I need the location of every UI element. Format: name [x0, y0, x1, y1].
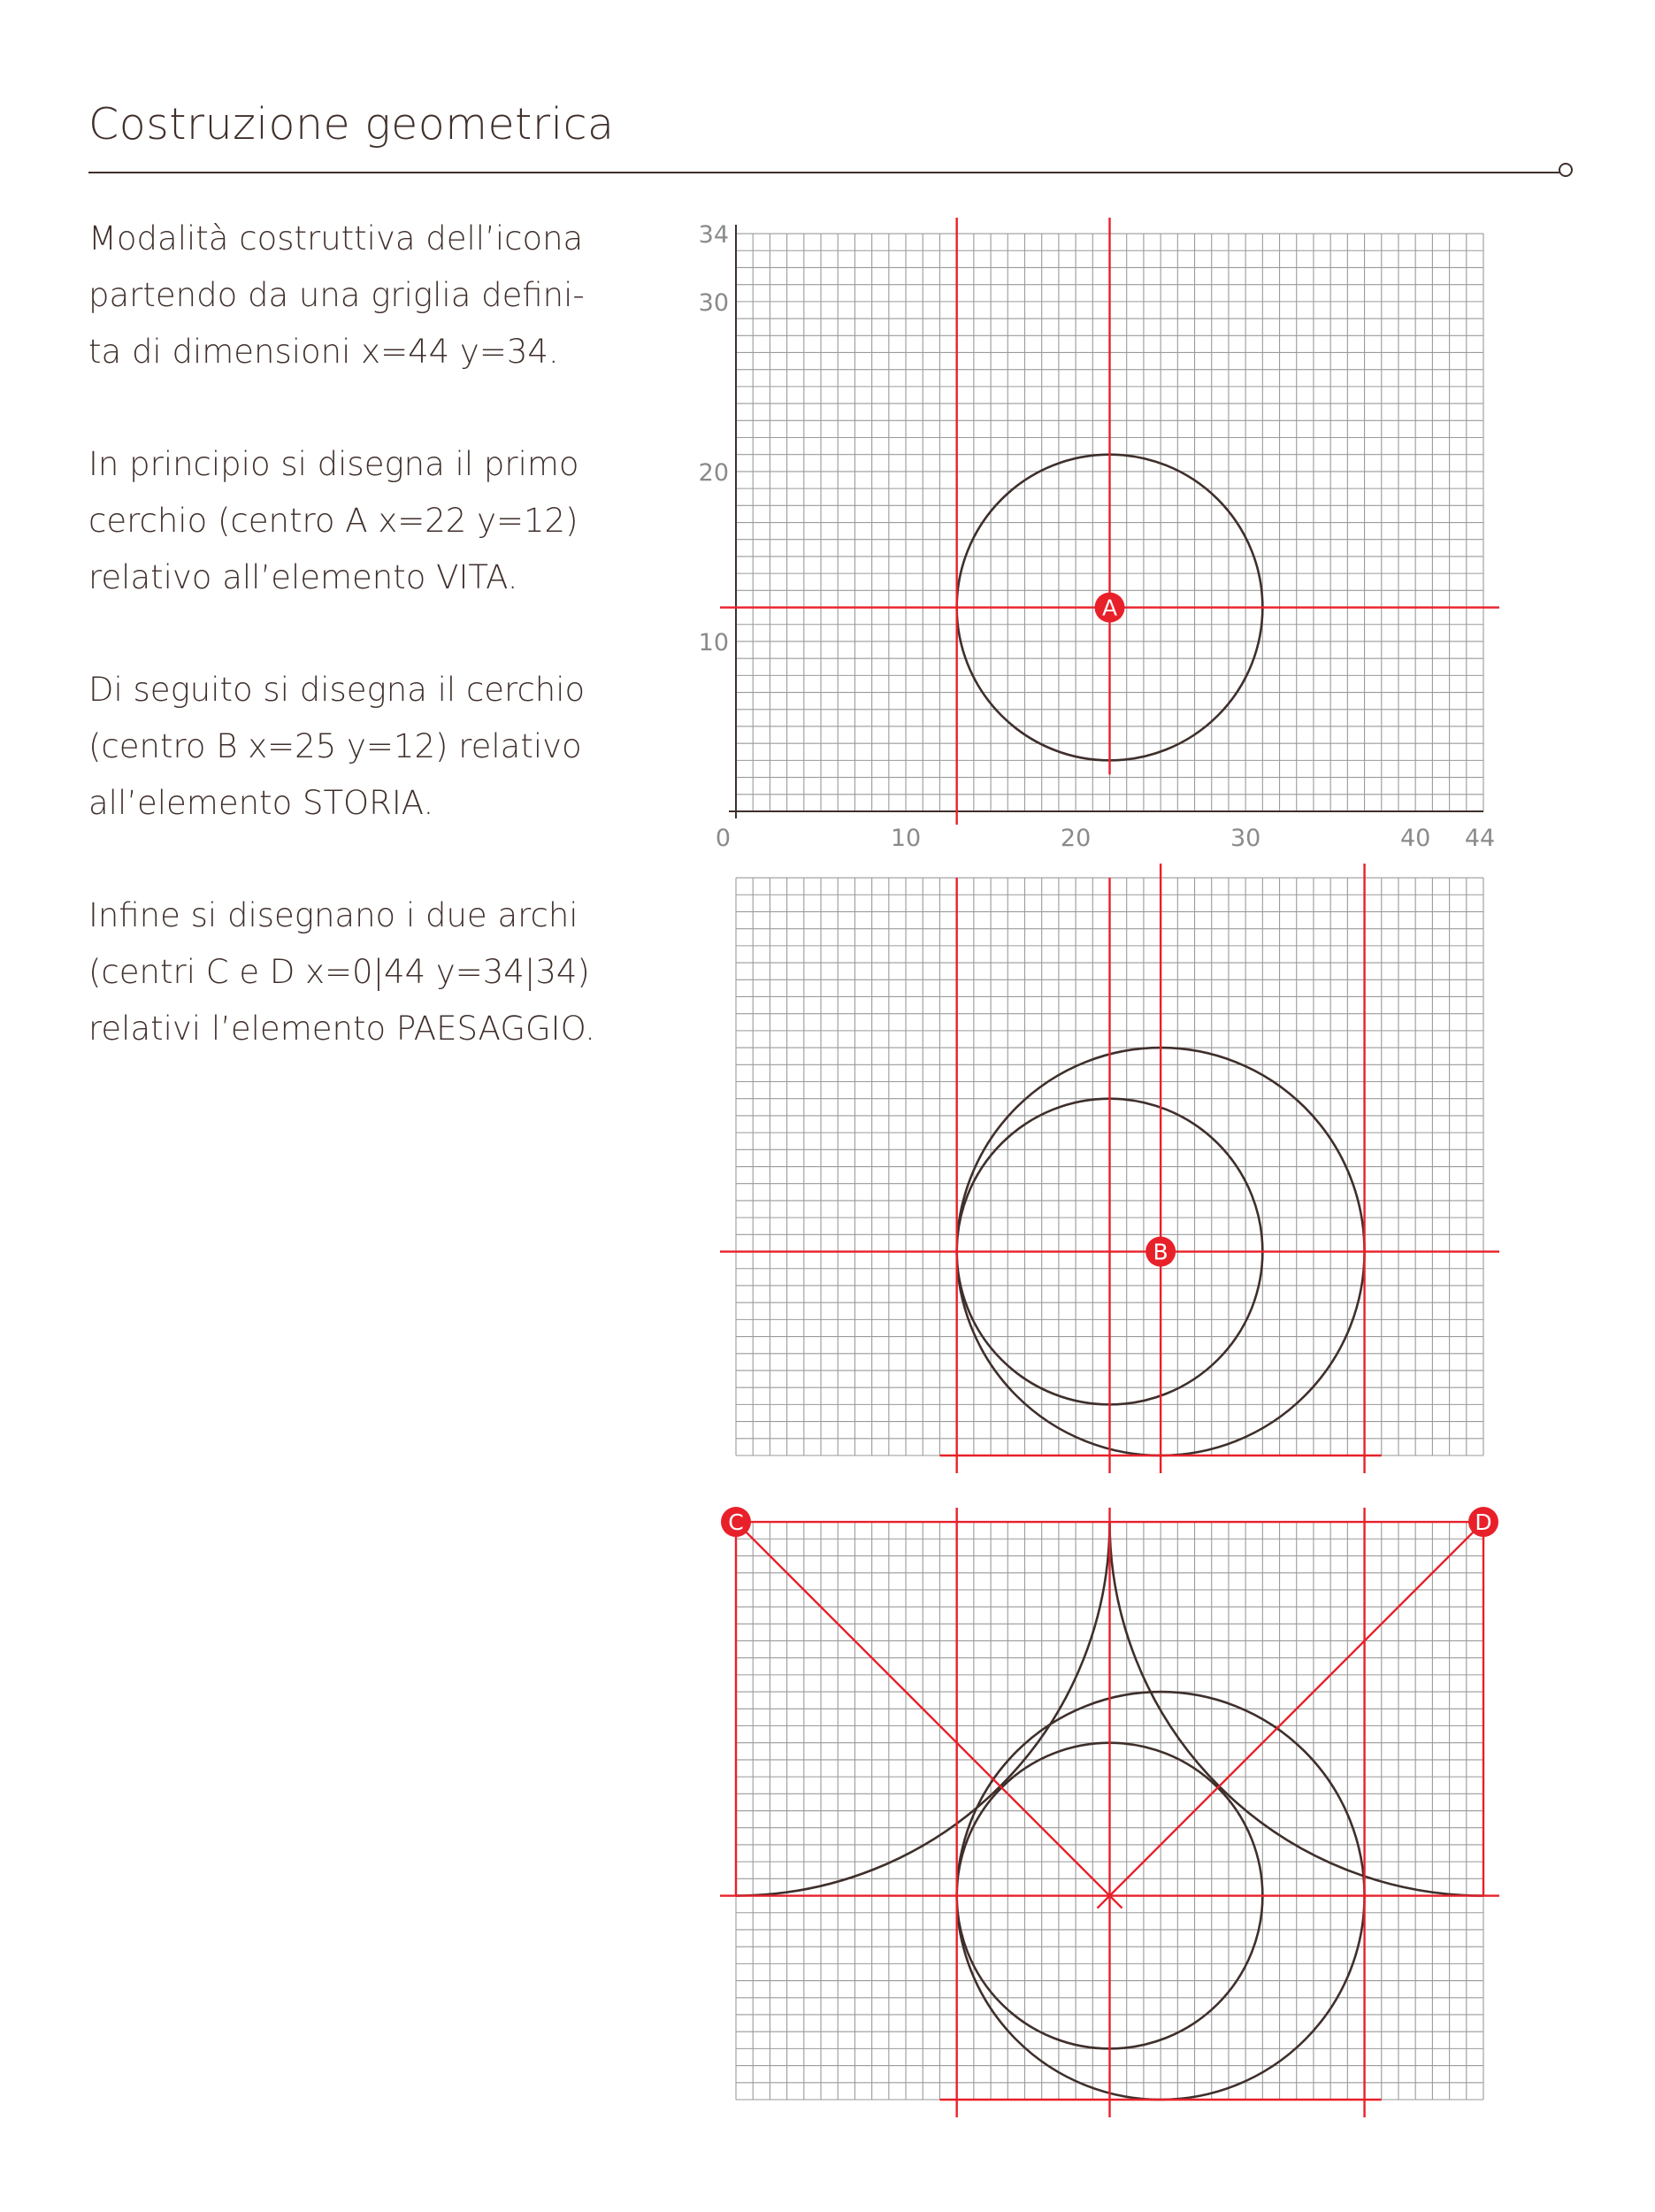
x-tick-label: 10	[890, 825, 922, 852]
figure-step-1-vita	[699, 218, 1499, 852]
y-tick-label: 34	[698, 221, 729, 250]
point-marker-label: B	[1153, 1239, 1168, 1265]
red-line-diagonal-d	[1098, 1513, 1493, 1909]
y-tick-label: 30	[698, 288, 729, 317]
y-tick-label: 20	[698, 458, 729, 487]
point-a-marker	[1095, 593, 1125, 623]
page-title: Costruzione geometrica	[88, 99, 615, 150]
x-tick-label: 30	[1230, 825, 1261, 852]
y-tick-label: 10	[698, 628, 729, 657]
x-tick-label: 20	[1060, 825, 1092, 852]
figure-step-2-storia	[720, 864, 1499, 1473]
point-marker-label: C	[728, 1509, 744, 1536]
figure-step-3-paesaggio	[720, 1507, 1499, 2117]
point-marker-label: A	[1101, 595, 1118, 621]
x-tick-label: 0	[715, 825, 731, 852]
x-tick-label: 40	[1400, 825, 1431, 852]
point-marker-label: D	[1475, 1509, 1492, 1536]
description-paragraph-circle-a: In principio si disegna il primo cerchio (centro A x=22 y=12) relativo all’elemento VITA.	[88, 445, 579, 596]
point-c-marker	[721, 1507, 751, 1537]
description-paragraph-grid: Modalità costruttiva dell’icona partendo da una griglia defini- ta di dimensioni x=44 y=34.	[88, 219, 585, 371]
description-paragraph-arcs: Infine si disegnano i due archi (centri C e D x=0|44 y=34|34) relativi l’elemento PAESAGGIO.	[88, 896, 595, 1048]
x-tick-label: 44	[1464, 825, 1496, 852]
point-d-marker	[1468, 1507, 1498, 1537]
description-paragraph-circle-b: Di seguito si disegna il cerchio (centro B x=25 y=12) relativo all’elemento STORIA.	[88, 671, 586, 822]
point-b-marker	[1145, 1237, 1176, 1267]
